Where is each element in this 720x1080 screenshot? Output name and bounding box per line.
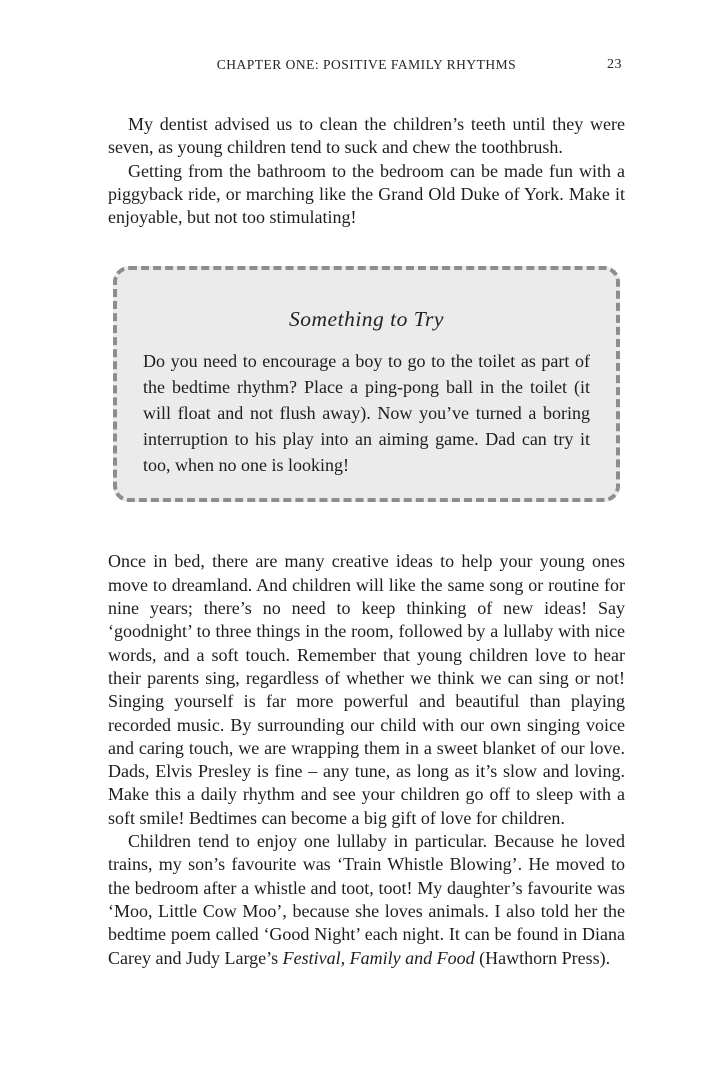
running-head-chapter-title: CHAPTER ONE: POSITIVE FAMILY RHYTHMS bbox=[216, 57, 517, 72]
paragraph-dentist: My dentist advised us to clean the children’s teeth until they were seven, as young children tend to suck and chew the toothbrush. bbox=[108, 114, 625, 158]
callout-title: Something to Try bbox=[289, 307, 444, 332]
callout-body: Do you need to encourage a boy to go to the toilet as part of the bedtime rhythm? Place a ping-pong ball in the toilet (it will float and not flush away). Now you’ve turned a boring interruption to his play into an aiming game. Dad can try it too, when no one is looking! bbox=[143, 351, 590, 476]
page-header bbox=[108, 55, 625, 75]
paragraph-lullaby-pre: Children tend to enjoy one lullaby in particular. Because he loved trains, my son’s favourite was ‘Train Whistle Blowing’. He moved to the bedroom after a whistle and toot, toot! My daughter’s favourite was ‘Moo, Little Cow Moo’, because she loves animals. I also told her the bedtime poem called ‘Good Night’ each night. It can be found in Diana Carey and Judy Large’s bbox=[108, 831, 625, 968]
paragraph-once-in-bed: Once in bed, there are many creative ideas to help your young ones move to dreamland. And children will like the same song or routine for nine years; there’s no need to keep thinking of new ideas! Say ‘goodnight’ to three things in the room, followed by a lullaby with nice words, and a soft touch. Remember that young children love to hear their parents sing, regardless of whether we think we can sing or not! Singing yourself is far more powerful and beautiful than playing recorded music. By surrounding our child with our own singing voice and caring touch, we are wrapping them in a sweet blanket of our love. Dads, Elvis Presley is fine – any tune, as long as it’s slow and loving. Make this a daily rhythm and see your children go off to sleep with a soft smile! Bedtimes can become a big gift of love for children. bbox=[108, 551, 625, 828]
text-column bbox=[108, 113, 625, 970]
something-to-try-box bbox=[113, 266, 620, 502]
paragraph-lullaby-post: (Hawthorn Press). bbox=[474, 947, 611, 968]
paragraph-lullaby bbox=[108, 830, 625, 970]
paragraph-bathroom-to-bedroom: Getting from the bathroom to the bedroom can be made fun with a piggyback ride, or marching like the Grand Old Duke of York. Make it enjoyable, but not too stimulating! bbox=[108, 160, 625, 228]
page-number: 23 bbox=[607, 57, 622, 72]
book-title-italic: Festival, Family and Food bbox=[282, 947, 475, 968]
